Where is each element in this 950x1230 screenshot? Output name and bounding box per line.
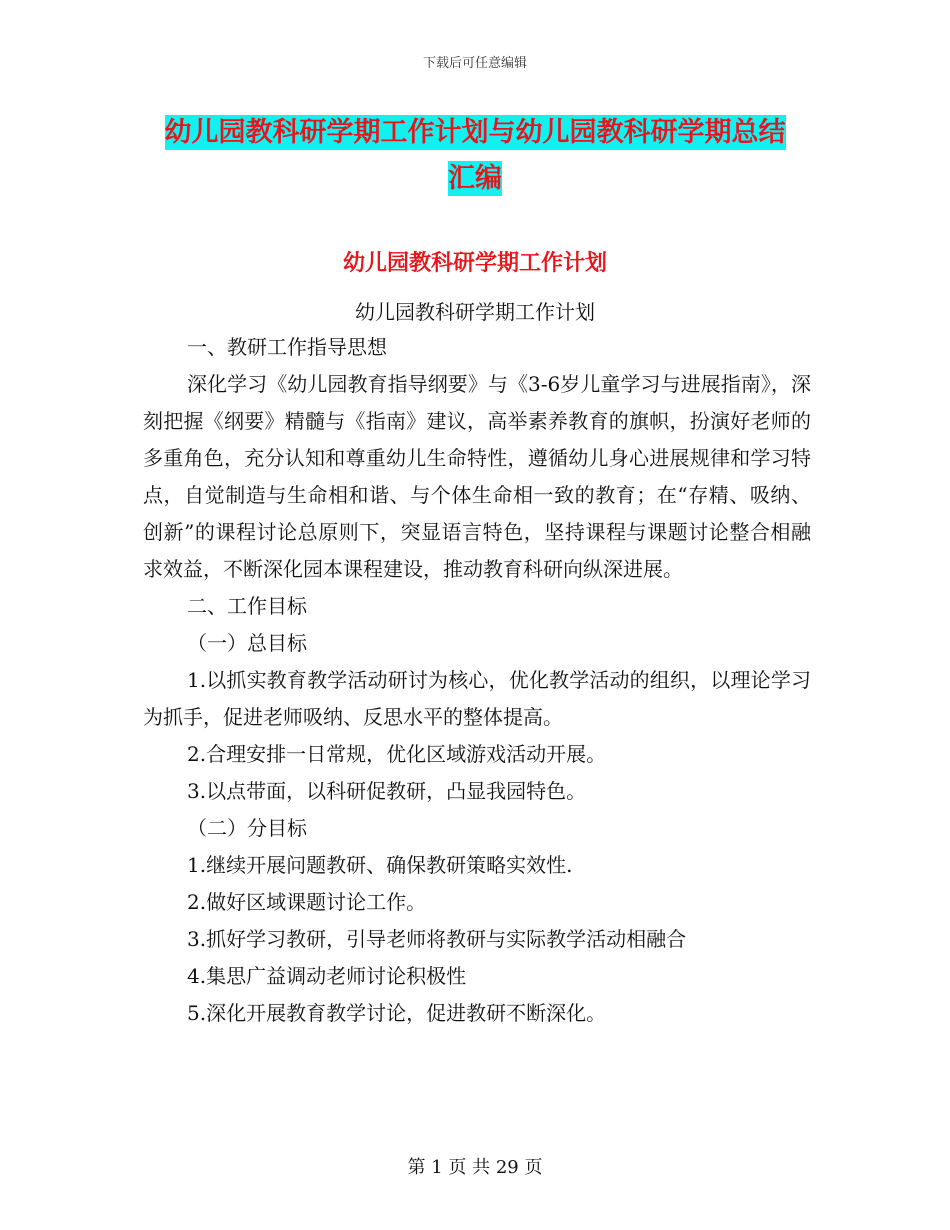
paragraph-guiding-thought: 深化学习《幼儿园教育指导纲要》与《3-6岁儿童学习与进展指南》，深刻把握《纲要》精髓与《指南》建议，高举素养教育的旗帜，扮演好老师的多重角色，充分认知和尊重幼儿生命特性，遵循幼儿身心进展规律和学习特点，自觉制造与生命相和谐、与个体生命相一致的教育；在“存精、吸纳、创新”的课程讨论总原则下，突显语言特色，坚持课程与课题讨论整合相融求效益，不断深化园本课程建设，推动教育科研向纵深进展。 [143,372,811,581]
document-title [140,110,810,202]
general-goal-item: 2.合理安排一日常规，优化区域游戏活动开展。 [187,742,607,766]
general-goal-item: 1.以抓实教育教学活动研讨为核心，优化教学活动的组织，以理论学习为抓手，促进老师吸纳、反思水平的整体提高。 [143,668,811,729]
sub-goal-item: 3.抓好学习教研，引导老师将教研与实际教学活动相融合 [187,927,687,951]
page-number-footer: 第 1 页 共 29 页 [407,1157,543,1178]
general-goal-item: 3.以点带面，以科研促教研，凸显我园特色。 [187,779,587,803]
heading-general-goals: （一）总目标 [187,631,307,655]
heading-guiding-thought: 一、教研工作指导思想 [187,335,387,359]
heading-sub-goals: （二）分目标 [187,816,307,840]
sub-goal-item: 5.深化开展教育教学讨论，促进教研不断深化。 [187,1001,607,1025]
document-title-line1: 幼儿园教科研学期工作计划与幼儿园教科研学期总结 [164,117,786,148]
document-title-line2: 汇编 [448,163,502,194]
sub-goal-item: 1.继续开展问题教研、确保教研策略实效性. [187,853,573,877]
sub-title: 幼儿园教科研学期工作计划 [355,300,595,324]
heading-work-goals: 二、工作目标 [187,594,307,618]
document-body [143,329,811,1032]
section-title: 幼儿园教科研学期工作计划 [342,251,607,276]
header-note: 下载后可任意编辑 [422,56,527,71]
sub-goal-item: 4.集思广益调动老师讨论积极性 [187,964,467,988]
sub-goal-item: 2.做好区域课题讨论工作。 [187,890,427,914]
